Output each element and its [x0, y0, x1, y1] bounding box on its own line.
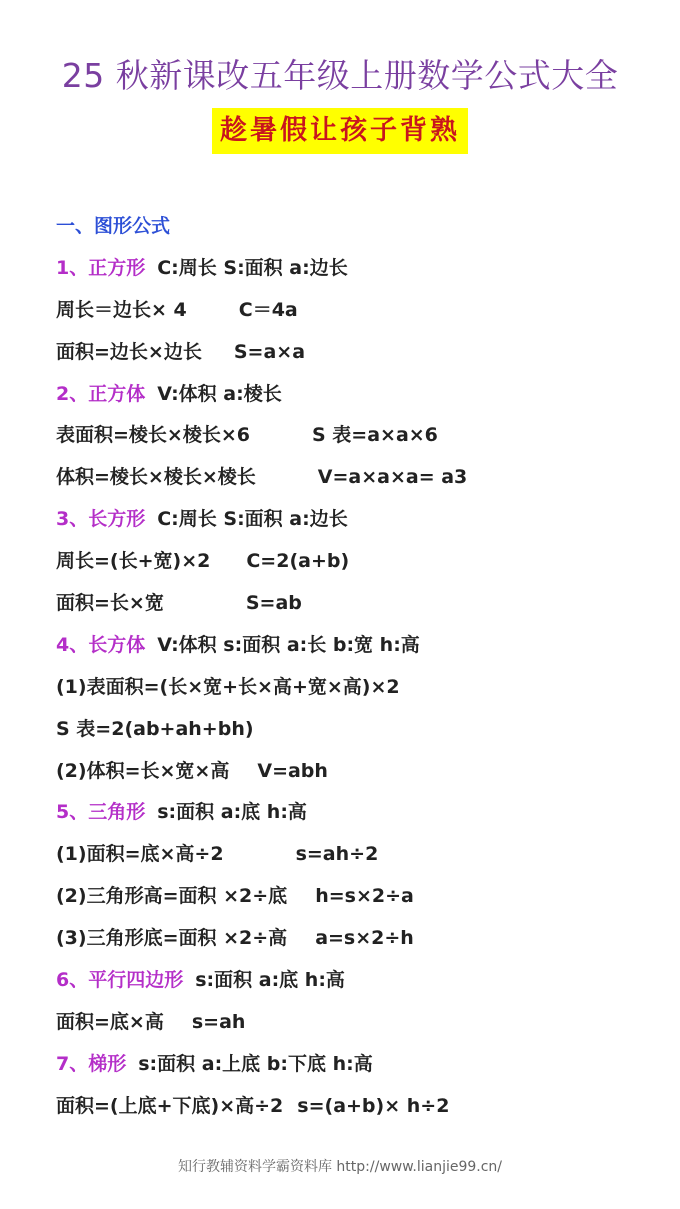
item-title: 5、三角形 [56, 801, 146, 824]
formula-list [56, 206, 656, 1128]
formula-symbol: a=s×2÷h [315, 927, 414, 950]
formula-line [56, 1002, 656, 1044]
formula-line [56, 918, 656, 960]
formula-text: (2)体积=长×宽×高 [56, 759, 230, 782]
subtitle: 趁暑假让孩子背熟 [212, 108, 468, 154]
formula-line [56, 1086, 656, 1128]
formula-line [56, 415, 656, 457]
item-title: 2、正方体 [56, 382, 146, 405]
item-title: 7、梯形 [56, 1052, 127, 1075]
formula-text: 周长=(长+宽)×2 [56, 550, 211, 573]
formula-symbol: S=a×a [233, 340, 306, 363]
item-heading [56, 792, 656, 834]
formula-text: (1)面积=底×高÷2 [56, 843, 224, 866]
item-variables: V:体积 s:面积 a:长 b:宽 h:高 [157, 633, 420, 656]
formula-line [56, 834, 656, 876]
formula-text: 周长＝边长× 4 [56, 298, 187, 321]
formula-text: S 表=2(ab+ah+bh) [56, 717, 254, 740]
formula-line [56, 457, 656, 499]
formula-text: (2)三角形高=面积 ×2÷底 [56, 885, 288, 908]
formula-text: 面积=长×宽 [56, 592, 164, 615]
item-heading [56, 499, 656, 541]
formula-text: 面积=底×高 [56, 1010, 164, 1033]
formula-line [56, 583, 656, 625]
item-title: 4、长方体 [56, 633, 146, 656]
item-variables: s:面积 a:上底 b:下底 h:高 [138, 1052, 373, 1075]
item-heading [56, 248, 656, 290]
item-variables: C:周长 S:面积 a:边长 [157, 508, 348, 531]
formula-symbol: C=2(a+b) [246, 550, 350, 573]
formula-symbol: V=a×a×a= a3 [317, 466, 468, 489]
item-title: 6、平行四边形 [56, 969, 184, 992]
formula-text: (1)表面积=(长×宽+长×高+宽×高)×2 [56, 675, 400, 698]
formula-symbol: s=(a+b)× h÷2 [297, 1094, 450, 1117]
formula-symbol: C＝4a [238, 298, 298, 321]
item-heading [56, 625, 656, 667]
page-title: 25 秋新课改五年级上册数学公式大全 [61, 56, 619, 95]
item-variables: C:周长 S:面积 a:边长 [157, 256, 348, 279]
formula-line [56, 290, 656, 332]
footer-source: 知行教辅资料学霸资料库 http://www.lianjie99.cn/ [177, 1159, 503, 1175]
formula-symbol: S 表=a×a×6 [311, 424, 438, 447]
formula-line [56, 541, 656, 583]
formula-text: 表面积=棱长×棱长×6 [56, 424, 250, 447]
formula-symbol: h=s×2÷a [315, 885, 414, 908]
item-variables: V:体积 a:棱长 [157, 382, 282, 405]
formula-text: 面积=边长×边长 [56, 340, 202, 363]
formula-line [56, 876, 656, 918]
item-heading [56, 374, 656, 416]
formula-symbol: S=ab [245, 592, 302, 615]
formula-text: (3)三角形底=面积 ×2÷高 [56, 927, 288, 950]
section-title: 一、图形公式 [56, 215, 171, 237]
item-variables: s:面积 a:底 h:高 [157, 801, 307, 824]
formula-line [56, 751, 656, 793]
item-title: 1、正方形 [56, 256, 146, 279]
formula-line [56, 709, 656, 751]
item-variables: s:面积 a:底 h:高 [195, 969, 345, 992]
subtitle-banner [0, 108, 680, 154]
formula-symbol: s=ah÷2 [295, 843, 379, 866]
formula-text: 体积=棱长×棱长×棱长 [56, 466, 256, 489]
formula-line [56, 332, 656, 374]
item-heading [56, 960, 656, 1002]
formula-text: 面积=(上底+下底)×高÷2 [56, 1094, 284, 1117]
formula-line [56, 667, 656, 709]
formula-symbol: V=abh [257, 759, 328, 782]
formula-symbol: s=ah [191, 1010, 246, 1033]
item-heading [56, 1044, 656, 1086]
item-title: 3、长方形 [56, 508, 146, 531]
